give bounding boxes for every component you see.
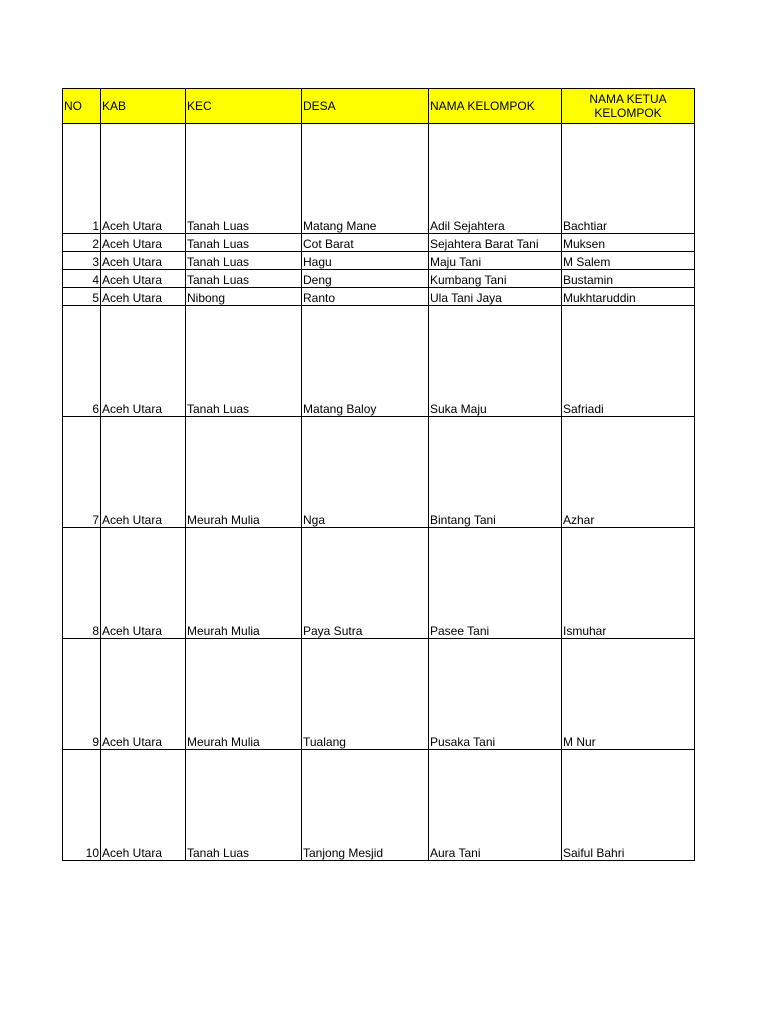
- cell-kab: Aceh Utara: [101, 252, 186, 270]
- cell-kec: Tanah Luas: [186, 306, 302, 417]
- cell-kelompok: Pasee Tani: [429, 528, 562, 639]
- cell-no: 6: [63, 306, 101, 417]
- cell-ketua: Safriadi: [562, 306, 695, 417]
- cell-kec: Meurah Mulia: [186, 528, 302, 639]
- cell-ketua: Azhar: [562, 417, 695, 528]
- cell-desa: Hagu: [302, 252, 429, 270]
- header-kec: KEC: [186, 89, 302, 124]
- cell-desa: Deng: [302, 270, 429, 288]
- cell-desa: Ranto: [302, 288, 429, 306]
- cell-kec: Tanah Luas: [186, 124, 302, 234]
- cell-no: 2: [63, 234, 101, 252]
- cell-kab: Aceh Utara: [101, 639, 186, 750]
- cell-no: 7: [63, 417, 101, 528]
- table-row: [63, 306, 695, 417]
- cell-ketua: Bachtiar: [562, 124, 695, 234]
- table-row: [63, 124, 695, 234]
- cell-kab: Aceh Utara: [101, 288, 186, 306]
- cell-desa: Nga: [302, 417, 429, 528]
- cell-kab: Aceh Utara: [101, 528, 186, 639]
- cell-desa: Tualang: [302, 639, 429, 750]
- cell-kelompok: Ula Tani Jaya: [429, 288, 562, 306]
- cell-kelompok: Kumbang Tani: [429, 270, 562, 288]
- cell-no: 1: [63, 124, 101, 234]
- cell-kelompok: Adil Sejahtera: [429, 124, 562, 234]
- header-desa: DESA: [302, 89, 429, 124]
- cell-kab: Aceh Utara: [101, 306, 186, 417]
- cell-ketua: Mukhtaruddin: [562, 288, 695, 306]
- table-row: [63, 417, 695, 528]
- cell-kelompok: Suka Maju: [429, 306, 562, 417]
- cell-ketua: Ismuhar: [562, 528, 695, 639]
- table-row: [63, 528, 695, 639]
- table-row: [63, 234, 695, 252]
- cell-ketua: M Nur: [562, 639, 695, 750]
- cell-kec: Nibong: [186, 288, 302, 306]
- header-no: NO: [63, 89, 101, 124]
- cell-no: 10: [63, 750, 101, 861]
- cell-kab: Aceh Utara: [101, 124, 186, 234]
- cell-ketua: Saiful Bahri: [562, 750, 695, 861]
- cell-ketua: M Salem: [562, 252, 695, 270]
- cell-kelompok: Pusaka Tani: [429, 639, 562, 750]
- cell-kab: Aceh Utara: [101, 270, 186, 288]
- header-row: [63, 89, 695, 124]
- table-row: [63, 288, 695, 306]
- cell-kelompok: Sejahtera Barat Tani: [429, 234, 562, 252]
- cell-kelompok: Bintang Tani: [429, 417, 562, 528]
- table-row: [63, 252, 695, 270]
- cell-no: 9: [63, 639, 101, 750]
- cell-kab: Aceh Utara: [101, 234, 186, 252]
- cell-kab: Aceh Utara: [101, 750, 186, 861]
- table-row: [63, 639, 695, 750]
- cell-ketua: Bustamin: [562, 270, 695, 288]
- cell-kelompok: Maju Tani: [429, 252, 562, 270]
- cell-no: 3: [63, 252, 101, 270]
- cell-kelompok: Aura Tani: [429, 750, 562, 861]
- table-row: [63, 750, 695, 861]
- header-kab: KAB: [101, 89, 186, 124]
- cell-kec: Tanah Luas: [186, 270, 302, 288]
- cell-kec: Tanah Luas: [186, 750, 302, 861]
- cell-no: 5: [63, 288, 101, 306]
- cell-ketua: Muksen: [562, 234, 695, 252]
- cell-kec: Meurah Mulia: [186, 417, 302, 528]
- cell-no: 8: [63, 528, 101, 639]
- cell-kec: Tanah Luas: [186, 234, 302, 252]
- table-row: [63, 270, 695, 288]
- cell-desa: Matang Baloy: [302, 306, 429, 417]
- cell-desa: Tanjong Mesjid: [302, 750, 429, 861]
- cell-kec: Meurah Mulia: [186, 639, 302, 750]
- cell-desa: Matang Mane: [302, 124, 429, 234]
- header-nama-kelompok: NAMA KELOMPOK: [429, 89, 562, 124]
- cell-kec: Tanah Luas: [186, 252, 302, 270]
- cell-desa: Cot Barat: [302, 234, 429, 252]
- cell-no: 4: [63, 270, 101, 288]
- header-nama-ketua: NAMA KETUA KELOMPOK: [562, 89, 695, 124]
- cell-kab: Aceh Utara: [101, 417, 186, 528]
- cell-desa: Paya Sutra: [302, 528, 429, 639]
- group-data-table: [62, 88, 695, 861]
